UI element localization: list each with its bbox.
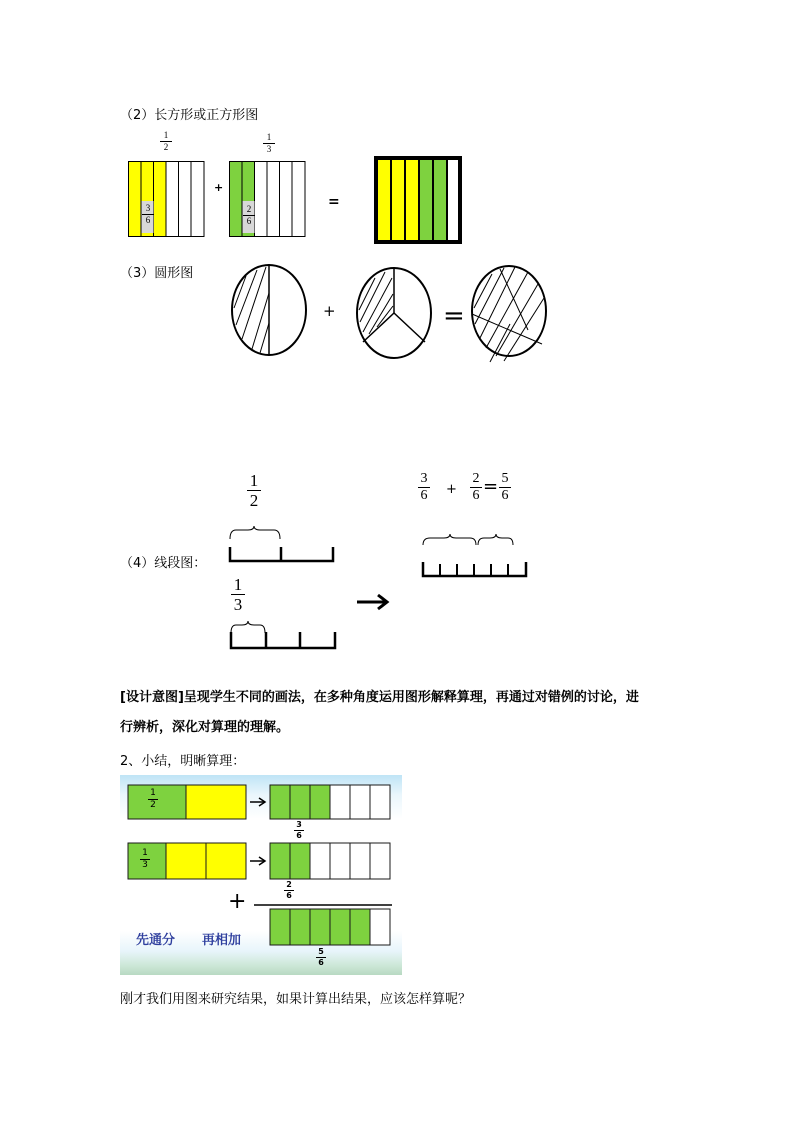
frac-num: 5	[318, 947, 324, 956]
frac-den: 6	[318, 958, 324, 967]
frac-num: 3	[420, 471, 428, 486]
summary-two-sixths-label	[284, 881, 294, 900]
summary-half-label	[148, 789, 158, 810]
frac-den: 3	[142, 860, 148, 870]
frac-num: 1	[150, 788, 156, 798]
frac-num: 1	[266, 132, 272, 142]
fraction-three-sixths	[142, 204, 154, 225]
frac-den: 6	[246, 216, 252, 226]
design-note-line-2: 行辨析，深化对算理的理解。	[120, 720, 290, 735]
frac-den: 6	[296, 831, 302, 840]
section-4-heading: （4）线段图：	[120, 556, 207, 571]
equation-five-sixths	[499, 472, 511, 503]
half-segment-diagram	[228, 525, 338, 565]
summary-heading: 2、小结，明晰算理：	[120, 754, 246, 769]
label-common-denominator: 先通分	[136, 933, 176, 948]
frac-den: 3	[233, 595, 243, 614]
summary-five-sixths-label	[316, 948, 326, 967]
frac-num: 2	[472, 471, 480, 486]
frac-num: 3	[145, 203, 151, 213]
equation-three-sixths	[418, 472, 430, 503]
frac-den: 3	[266, 144, 272, 154]
segment-half-label	[247, 472, 261, 509]
equation-equals: =	[483, 476, 499, 497]
circle-equals-sign: =	[443, 301, 465, 331]
frac-den: 2	[249, 491, 259, 510]
section-2-heading: （2）长方形或正方形图	[120, 108, 259, 123]
frac-num: 5	[501, 471, 509, 486]
half-circle-diagram	[230, 263, 310, 358]
plus-sign: +	[214, 181, 224, 194]
third-circle-diagram	[355, 266, 435, 361]
frac-den: 6	[286, 891, 292, 900]
frac-num: 1	[249, 471, 259, 490]
third-segment-diagram	[228, 621, 338, 651]
circle-plus-sign: +	[323, 302, 336, 320]
result-rectangle	[374, 156, 462, 244]
summary-plus-sign: +	[228, 889, 247, 914]
equation-plus: +	[446, 482, 457, 497]
frac-num: 1	[163, 130, 169, 140]
frac-den: 2	[150, 800, 156, 810]
result-circle-diagram	[470, 264, 550, 364]
design-note-line-1: [设计意图]呈现学生不同的画法，在多种角度运用图形解释算理，再通过对错例的讨论，进	[120, 690, 639, 705]
frac-den: 2	[163, 142, 169, 152]
label-then-add: 再相加	[202, 933, 242, 948]
summary-three-sixths-label	[294, 821, 304, 840]
third-rectangle	[229, 161, 307, 237]
right-arrow-icon	[356, 592, 392, 612]
fraction-two-sixths	[243, 205, 255, 226]
frac-den: 6	[472, 488, 480, 503]
frac-num: 2	[246, 204, 252, 214]
frac-num: 3	[296, 820, 302, 829]
equation-two-sixths	[470, 472, 482, 503]
frac-num: 1	[233, 575, 243, 594]
summary-slide	[120, 775, 402, 975]
frac-num: 1	[142, 848, 148, 858]
half-rectangle	[128, 161, 206, 237]
frac-den: 6	[501, 488, 509, 503]
frac-den: 6	[420, 488, 428, 503]
closing-question: 刚才我们用图来研究结果，如果计算出结果，应该怎样算呢？	[120, 992, 472, 1007]
summary-third-label	[140, 849, 150, 870]
segment-third-label	[231, 576, 245, 613]
sixths-segment-diagram	[420, 532, 530, 582]
frac-den: 6	[145, 215, 151, 225]
fraction-third-label	[263, 133, 275, 154]
frac-num: 2	[286, 880, 292, 889]
equals-sign: =	[328, 194, 340, 210]
section-3-heading: （3）圆形图	[120, 266, 194, 281]
fraction-half-label	[160, 131, 172, 152]
